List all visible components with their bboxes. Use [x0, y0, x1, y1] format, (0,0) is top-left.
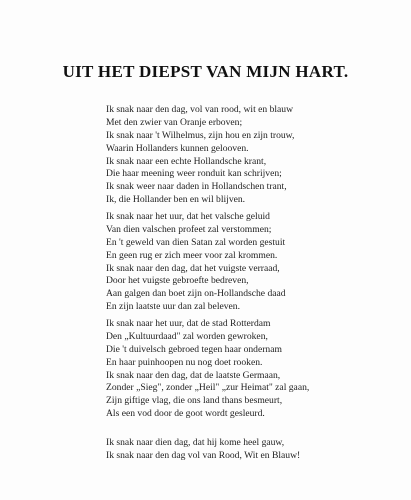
poem-line: Door het vuigste gebroefte bedreven, [106, 275, 249, 287]
stanza-2 [106, 211, 286, 314]
poem-line: Ik snak naar den dag, vol van rood, wit en blauw [106, 104, 294, 115]
poem-line: Ik snak naar 't Wilhelmus, zijn hou en zijn trouw, [106, 129, 295, 141]
poem-line: Ik snak naar den dag, dat het vuigste verraad, [106, 262, 280, 274]
poem-line: Met den zwier van Oranje erboven; [106, 116, 243, 128]
poem-line: Ik, die Hollander ben en wil blijven. [106, 194, 246, 206]
stanza-3 [106, 318, 309, 421]
poem-line: Ik snak naar den dag vol van Rood, Wit en Blauw! [106, 449, 301, 461]
stanza-4 [106, 437, 300, 463]
poem-line: Aan galgen dan boet zijn on-Hollandsche daad [106, 288, 286, 300]
poem-line: Ik snak weer naar daden in Hollandschen trant, [106, 181, 287, 193]
poem-line: Waarin Hollanders kunnen gelooven. [106, 142, 249, 154]
stanza-1 [106, 104, 294, 207]
poem-line: Zijn giftige vlag, die ons land thans besmeurt, [106, 395, 283, 407]
poem-line: Ik snak naar het uur, dat het valsche geluid [106, 211, 270, 222]
poem-line: Zonder „Sieg", zonder „Heil" „zur Heimat" zal gaan, [106, 382, 310, 394]
poem-line: Ik snak naar dien dag, dat hij kome heel gauw, [106, 437, 285, 448]
poem-line: En zijn laatste uur dan zal beleven. [106, 301, 240, 313]
poem-line: Die haar meening weer ronduit kan schrijven; [106, 168, 282, 180]
poem-line: Die 't duivelsch gebroed tegen haar ondernam [106, 343, 282, 355]
poem-line: En haar puinhoopen nu nog doet rooken. [106, 356, 263, 368]
poem-line: En geen rug er zich meer voor zal krommen. [106, 249, 278, 261]
poem-title: UIT HET DIEPST VAN MIJN HART. [62, 62, 349, 81]
poem-line: Den „Kultuurdaad" zal worden gewroken, [106, 330, 268, 342]
poem-line: Ik snak naar het uur, dat de stad Rotterdam [106, 318, 271, 329]
poem-line: Als een vod door de goot wordt gesleurd. [106, 408, 265, 420]
poem-line: Van dien valschen profeet zal verstommen; [106, 223, 272, 235]
poem-line: Ik snak naar een echte Hollandsche krant, [106, 155, 267, 167]
poem-line: Ik snak naar den dag, dat de laatste Germaan, [106, 369, 281, 381]
poem-line: En 't geweld van dien Satan zal worden gestuit [106, 236, 286, 248]
